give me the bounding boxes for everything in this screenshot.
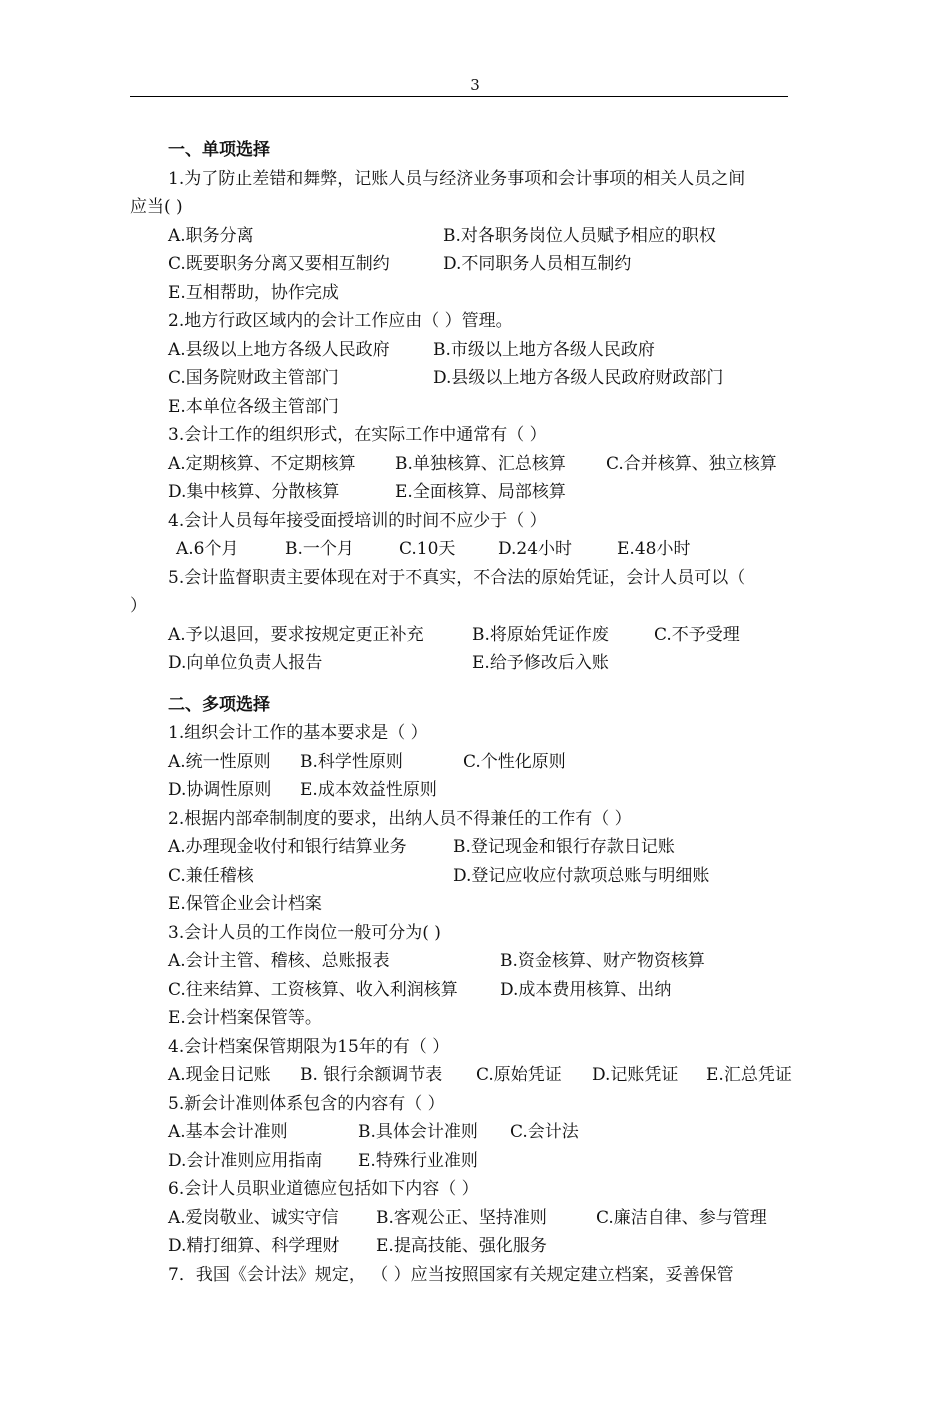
option-row — [130, 1232, 830, 1261]
option-d: D.24小时 — [498, 539, 573, 559]
option-c: C.原始凭证 — [476, 1065, 562, 1085]
option-c: C.廉洁自律、参与管理 — [596, 1207, 767, 1228]
option-e: E.特殊行业准则 — [358, 1150, 478, 1171]
question-text: 3.会计工作的组织形式，在实际工作中通常有（ ） — [168, 425, 547, 445]
option-d: D.协调性原则 — [168, 780, 272, 800]
question-text: 6.会计人员职业道德应包括如下内容（ ） — [168, 1179, 479, 1199]
question-text: 5.会计监督职责主要体现在对于不真实，不合法的原始凭证，会计人员可以（ — [168, 567, 746, 588]
option-d: D.精打细算、科学理财 — [168, 1236, 340, 1256]
option-b: B.具体会计准则 — [358, 1122, 478, 1142]
option-e: E.会计档案保管等。 — [168, 1008, 322, 1028]
page-number: 3 — [470, 76, 480, 94]
header-rule — [130, 96, 788, 97]
option-a: A.县级以上地方各级人民政府 — [168, 339, 390, 360]
option-row — [130, 336, 830, 365]
question-text: 3.会计人员的工作岗位一般可分为( ) — [168, 922, 441, 943]
option-e: E.全面核算、局部核算 — [395, 482, 566, 502]
option-e: E.本单位各级主管部门 — [168, 396, 339, 417]
option-d: D.县级以上地方各级人民政府财政部门 — [433, 368, 724, 388]
option-e: E.提高技能、强化服务 — [376, 1236, 547, 1256]
option-b: B.资金核算、财产物资核算 — [500, 951, 705, 971]
section-heading-single-choice: 一、单项选择 — [168, 140, 270, 160]
option-c: C.不予受理 — [654, 624, 740, 645]
question-text-continued: 应当( ) — [130, 197, 183, 217]
option-row — [130, 621, 830, 650]
option-row — [130, 1204, 830, 1233]
option-a: A.办理现金收付和银行结算业务 — [168, 837, 407, 857]
document-body — [130, 136, 830, 1289]
option-b: B.市级以上地方各级人民政府 — [433, 339, 655, 360]
question-text: 2.根据内部牵制制度的要求，出纳人员不得兼任的工作有（ ） — [168, 808, 632, 829]
option-b: B.将原始凭证作废 — [472, 624, 609, 645]
question-text: 4.会计档案保管期限为15年的有（ ） — [168, 1036, 450, 1057]
question-text: 1.为了防止差错和舞弊，记账人员与经济业务事项和会计事项的相关人员之间 — [168, 168, 746, 189]
option-e: E.互相帮助，协作完成 — [168, 282, 339, 303]
option-d: D.成本费用核算、出纳 — [500, 979, 672, 1000]
option-a: A.现金日记账 — [168, 1065, 271, 1085]
option-b: B.对各职务岗位人员赋予相应的职权 — [443, 225, 716, 246]
option-c: C.会计法 — [510, 1122, 579, 1142]
option-e: E.给予修改后入账 — [472, 653, 609, 673]
option-d: D.会计准则应用指南 — [168, 1150, 323, 1171]
option-row — [130, 279, 830, 308]
question-text: 7．我国《会计法》规定， （ ）应当按照国家有关规定建立档案，妥善保管 — [168, 1264, 734, 1285]
option-a: A.爱岗敬业、诚实守信 — [168, 1207, 339, 1228]
option-row — [130, 478, 830, 507]
option-c: C.个性化原则 — [463, 751, 566, 772]
option-d: D.集中核算、分散核算 — [168, 482, 340, 502]
option-row — [130, 862, 830, 891]
option-d: D.不同职务人员相互制约 — [443, 254, 632, 274]
option-a: A.会计主管、稽核、总账报表 — [168, 951, 390, 971]
option-c: C.既要职务分离又要相互制约 — [168, 254, 390, 274]
option-a: A.基本会计准则 — [168, 1122, 288, 1142]
question-text-continued: ） — [130, 596, 147, 616]
option-row — [130, 1061, 830, 1090]
section-heading-multiple-choice: 二、多项选择 — [168, 694, 270, 715]
option-a: A.统一性原则 — [168, 751, 271, 772]
option-e: E.成本效益性原则 — [300, 780, 437, 800]
option-e: E.保管企业会计档案 — [168, 894, 322, 914]
option-row — [130, 535, 830, 564]
option-row — [130, 222, 830, 251]
option-row — [130, 250, 830, 279]
question-text: 2.地方行政区域内的会计工作应由（ ）管理。 — [168, 311, 513, 331]
option-row — [130, 776, 830, 805]
option-a: A.职务分离 — [168, 225, 254, 246]
option-row — [130, 890, 830, 919]
option-row — [130, 1004, 830, 1033]
option-c: C.往来结算、工资核算、收入利润核算 — [168, 979, 458, 1000]
option-d: D.记账凭证 — [592, 1065, 679, 1085]
option-row — [130, 976, 830, 1005]
option-c: C.合并核算、独立核算 — [606, 453, 777, 474]
option-c: C.兼任稽核 — [168, 865, 254, 886]
option-b: B.一个月 — [285, 539, 354, 559]
option-row — [130, 1118, 830, 1147]
option-row — [130, 1147, 830, 1176]
question-text: 4.会计人员每年接受面授培训的时间不应少于（ ） — [168, 510, 547, 531]
option-e: E.汇总凭证 — [706, 1065, 792, 1085]
option-d: D.登记应收应付款项总账与明细账 — [453, 865, 710, 886]
option-row — [130, 450, 830, 479]
option-b: B.科学性原则 — [300, 751, 403, 772]
option-row — [130, 833, 830, 862]
question-text: 5.新会计准则体系包含的内容有（ ） — [168, 1093, 445, 1114]
question-text: 1.组织会计工作的基本要求是（ ） — [168, 723, 428, 743]
option-a: A.予以退回，要求按规定更正补充 — [168, 624, 424, 645]
option-a: A.定期核算、不定期核算 — [168, 453, 356, 474]
option-b: B. 银行余额调节表 — [300, 1065, 443, 1085]
option-row — [130, 748, 830, 777]
option-row — [130, 364, 830, 393]
option-row — [130, 393, 830, 422]
option-b: B.登记现金和银行存款日记账 — [453, 837, 675, 857]
option-row — [130, 947, 830, 976]
option-c: C.10天 — [399, 539, 456, 559]
option-a: A.6个月 — [176, 539, 239, 559]
option-e: E.48小时 — [617, 539, 691, 559]
option-row — [130, 649, 830, 678]
option-d: D.向单位负责人报告 — [168, 653, 323, 673]
option-b: B.单独核算、汇总核算 — [395, 453, 566, 474]
option-b: B.客观公正、坚持准则 — [376, 1207, 547, 1228]
option-c: C.国务院财政主管部门 — [168, 368, 339, 388]
